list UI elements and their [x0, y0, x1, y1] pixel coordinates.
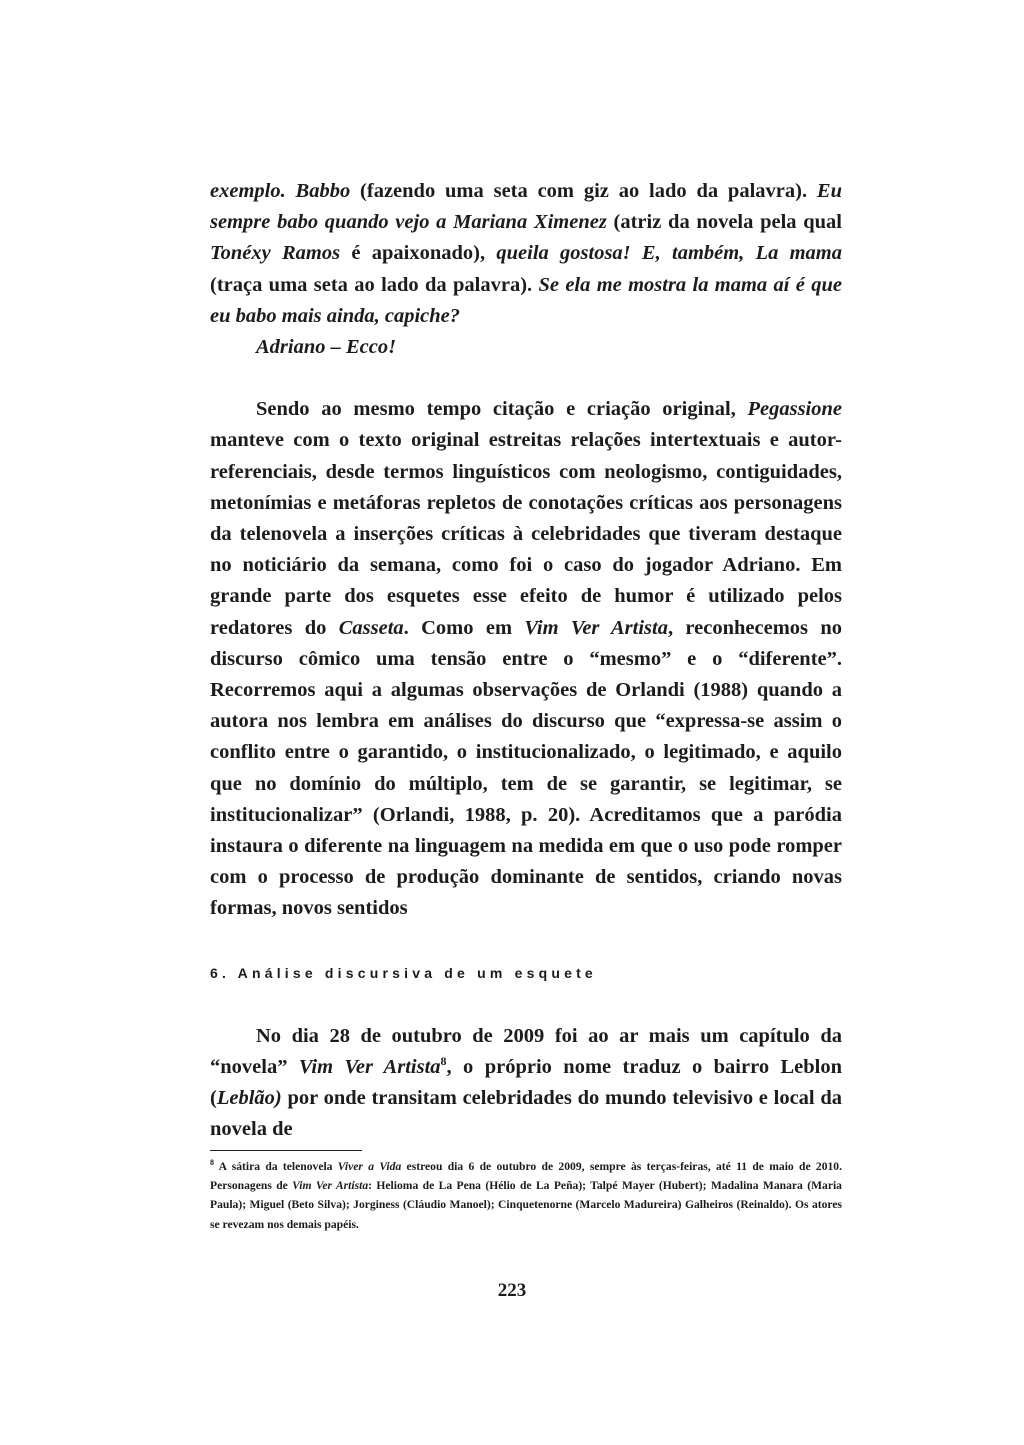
text-span: A sátira da telenovela: [214, 1160, 338, 1173]
text-span: (fazendo uma seta com giz ao lado da palavra).: [350, 180, 817, 202]
spacer: [210, 363, 842, 394]
footnote-reference[interactable]: 8: [440, 1054, 447, 1069]
text-span: (traça uma seta ao lado da palavra).: [210, 273, 539, 296]
text-span: estreou dia 6 de outubro de 2009, sempre às terças-feiras, até 11 de maio de 2010. Personagens de: [210, 1160, 843, 1193]
text-span: Casseta: [338, 616, 404, 639]
text-span: Pegassione: [747, 398, 842, 421]
text-span: . Como em: [403, 616, 525, 639]
text-span: Viver a Vida: [337, 1160, 402, 1173]
text-span: Se ela me mostra la mama aí é que eu babo mais ainda, capiche?: [210, 273, 842, 327]
text-span: Tonéxy Ramos: [210, 242, 341, 265]
text-span: por onde transitam celebridades do mundo televisivo e local da novela de: [210, 1087, 842, 1141]
paragraph-analysis: [210, 394, 842, 924]
text-span: Vim Ver Artista: [292, 1179, 369, 1193]
text-span: Vim Ver Artista: [524, 616, 668, 639]
dialogue-line: Adriano – Ecco!: [256, 336, 397, 359]
text-span: (atriz da novela pela qual: [606, 211, 842, 234]
text-span: manteve com o texto original estreitas relações intertextuais e autor-referenciais, desde termos linguísticos com neologismo, contiguidades, metonímias e metáforas repletos de conotações críticas aos personagens da telenovela a inserções críticas à celebridades que tiveram destaque no noticiário da semana, como foi o caso do jogador Adriano. Em grande parte dos esquetes esse efeito de humor é utilizado pelos redatores do: [210, 429, 842, 639]
page-number: 223: [497, 1280, 527, 1301]
text-span: é apaixonado),: [340, 242, 497, 265]
text-span: Leblão): [216, 1087, 282, 1110]
section-heading: 6. Análise discursiva de um esquete: [210, 964, 597, 981]
text-span: No dia 28 de outubro de 2009 foi ao ar mais um capítulo da “novela”: [210, 1024, 842, 1078]
text-span: queila gostosa! E, também, La mama: [496, 242, 843, 265]
paragraph-section-intro: [210, 1021, 842, 1146]
footnote-divider: [210, 1150, 362, 1151]
text-span: Eu sempre babo quando vejo a Mariana Ximenez: [210, 180, 842, 234]
text-span: , o próprio nome traduz o bairro Leblon (: [210, 1055, 842, 1110]
paragraph-dialogue: [210, 176, 842, 332]
text-span: , reconhecemos no discurso cômico uma tensão entre o “mesmo” e o “diferente”. Recorremos aqui a algumas observações de Orlandi (1988) quando a autora nos lembra em análises do discurso que “expressa-se assim o conflito entre o garantido, o institucionalizado, o legitimado, e aquilo que no domínio do múltiplo, tem de se garantir, se legitimar, se institucionalizar” (Orlandi, 1988, p. 20). Acreditamos que a paródia instaura o diferente na linguagem na medida em que o uso pode romper com o processo de produção dominante de sentidos, criando novas formas, novos sentidos: [210, 616, 843, 920]
page-body: [210, 176, 842, 1145]
footnote-marker: 8: [210, 1158, 214, 1168]
text-span: exemplo. Babbo: [210, 180, 351, 202]
text-span: Vim Ver Artista: [298, 1055, 441, 1078]
text-span: Sendo ao mesmo tempo citação e criação original,: [256, 398, 748, 421]
text-span: : Helioma de La Pena (Hélio de La Peña); Talpé Mayer (Hubert); Madalina Manara (Maria Paula); Miguel (Beto Silva); Jorginess (Cláudio Manoel); Cinquetenorne (Marcelo Madureira) Galheiros (Reinaldo). Os atores se revezam nos demais papéis.: [210, 1179, 842, 1231]
footnote: [210, 1157, 842, 1234]
